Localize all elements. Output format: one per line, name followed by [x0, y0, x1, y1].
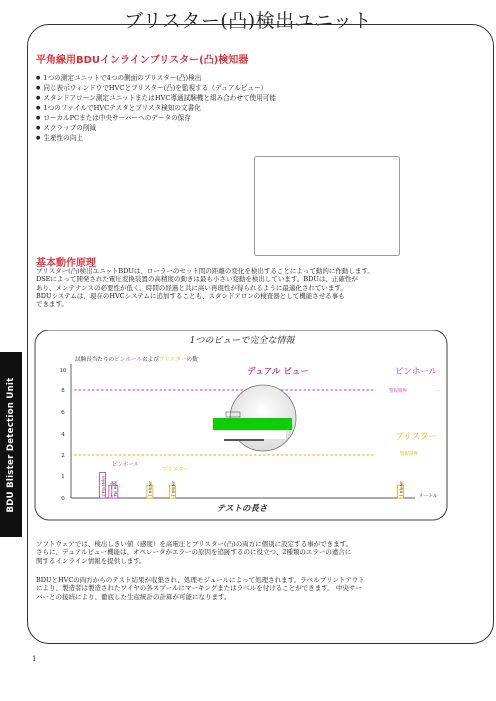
- feature-item: ● スタンドアローン測定ユニットまたはHVC導通試験機と組み合わせて使用可能: [36, 94, 276, 104]
- y-tick-label: 2: [61, 453, 65, 459]
- y-axis-label-part: および: [142, 357, 159, 363]
- x-axis-label: テストの長さ: [216, 504, 268, 514]
- text-line: BDUとHVCの両方からのテスト結果が収集され、処理モジュールによって処理されます。ラベルプリントアウト: [36, 576, 365, 584]
- feature-item: ● 1つのファイルでHVCテスタとブリスタ検知の文書化: [36, 104, 276, 114]
- results-paragraph: [36, 576, 476, 601]
- pinhole-inline-label: ピンホール: [112, 462, 140, 468]
- page-number: 1: [32, 655, 37, 663]
- product-heading: 平角線用BDUインラインブリスター(凸)検知器: [36, 55, 249, 66]
- y-tick-label: 4: [61, 432, 65, 438]
- text-line: により、製造者は製造されたワイヤの各スプールにマーキングまたはラベルを付けることができます。 中央サー: [36, 584, 362, 593]
- legend-pinhole-limit: 警報限界: [389, 389, 407, 394]
- dual-view-chart: [30, 330, 454, 528]
- bar-label: 1 Blister: [148, 480, 153, 497]
- blister-inline-label: ブリスター: [162, 467, 190, 473]
- text-line: ソフトウェアでは、検出しきい値（感度）を高電圧とブリスター(凸)の両方に個別に設定する事ができます。: [36, 540, 353, 548]
- page-title: ブリスター(凸)検出ユニット: [124, 10, 372, 32]
- y-tick-label: 1: [61, 474, 65, 480]
- bar-label: Pin Hole: [113, 480, 118, 497]
- feature-item: ● スクラップの削減: [36, 124, 276, 134]
- legend-pinhole: ピンホール: [394, 367, 438, 377]
- text-line: BDUシステムは、現在のHVCシステムに追加することも、スタンドアロンの検査器として機能させる事も: [36, 291, 345, 300]
- y-axis-label-part: の数: [186, 357, 198, 363]
- y-axis-label-part: ブリスター: [158, 357, 187, 363]
- bar-label: 1 Blister: [399, 480, 404, 497]
- side-tab-label: BDU Blister Detection Unit: [6, 377, 16, 512]
- product-photo: [254, 156, 400, 256]
- principle-heading: 基本動作原理: [36, 258, 96, 269]
- legend-blister-limit: 警報限界: [400, 452, 418, 457]
- dual-view-white-band: [206, 430, 286, 439]
- y-axis-label-part: ピンホール: [114, 357, 143, 363]
- y-tick-label: 0: [61, 496, 65, 502]
- text-line: あり、メンテナンスの必要性が低く、時間の経過と共に高い再現性が得られるように最適化されています。: [36, 283, 347, 292]
- y-axis-label-part: 試験長当たりの: [75, 357, 115, 363]
- chart-title: 1つのビューで完全な情報: [189, 336, 295, 346]
- text-line: バーとの接続により、徹底した生産統計の計算が可能になります。: [36, 592, 231, 601]
- software-paragraph: [36, 540, 476, 565]
- legend-blister: ブリスター: [395, 432, 437, 442]
- text-line: DSEによって開発された電圧変換装置の高精度の動きは最も小さい変動を検出しています。BDUは、正確性が: [36, 275, 358, 284]
- dual-view-green-band: [213, 418, 292, 430]
- dual-view-label: デュアル ビュー: [247, 367, 309, 377]
- bar-label: 2 Pin Holes: [101, 475, 106, 497]
- text-line: できます。: [36, 300, 68, 309]
- text-line: ブリスター(凸)検出ユニットBDUは、ローラーのセット間の距離の変化を検出することによって動的に作動します。: [36, 267, 374, 275]
- dual-view-cable: [224, 439, 264, 441]
- y-tick-label: 6: [61, 410, 65, 416]
- principle-paragraph: [36, 267, 476, 308]
- text-line: さらに、デュアルビュー機能は、オペレータがエラーの原因を追跡するのに役立つ、2種類のエラーの違合に: [36, 548, 352, 557]
- side-tab: [0, 352, 22, 537]
- y-tick-label: 8: [61, 388, 65, 394]
- feature-item: ● 同じ表示ウィンドウでHVCとブリスター(凸)を監視する（デュアルビュー）: [36, 84, 276, 94]
- feature-list: [36, 74, 276, 144]
- bar-label: 1 Blister: [171, 480, 176, 497]
- feature-item: ● 1つの測定ユニットで4つの側面のブリスター(凸)検出: [36, 74, 276, 84]
- text-line: 関するインライン情報を提供します。: [36, 556, 146, 565]
- y-tick-label: 10: [59, 368, 67, 374]
- legend-pinhole-limit-dash: -: [437, 389, 439, 394]
- y-axis-label: [75, 355, 198, 363]
- feature-item: ● ローカルPCまたは中央サーバーへのデータの保存: [36, 114, 276, 124]
- x-axis-unit: メートル: [418, 494, 438, 499]
- feature-item: ● 生産性の向上: [36, 134, 276, 144]
